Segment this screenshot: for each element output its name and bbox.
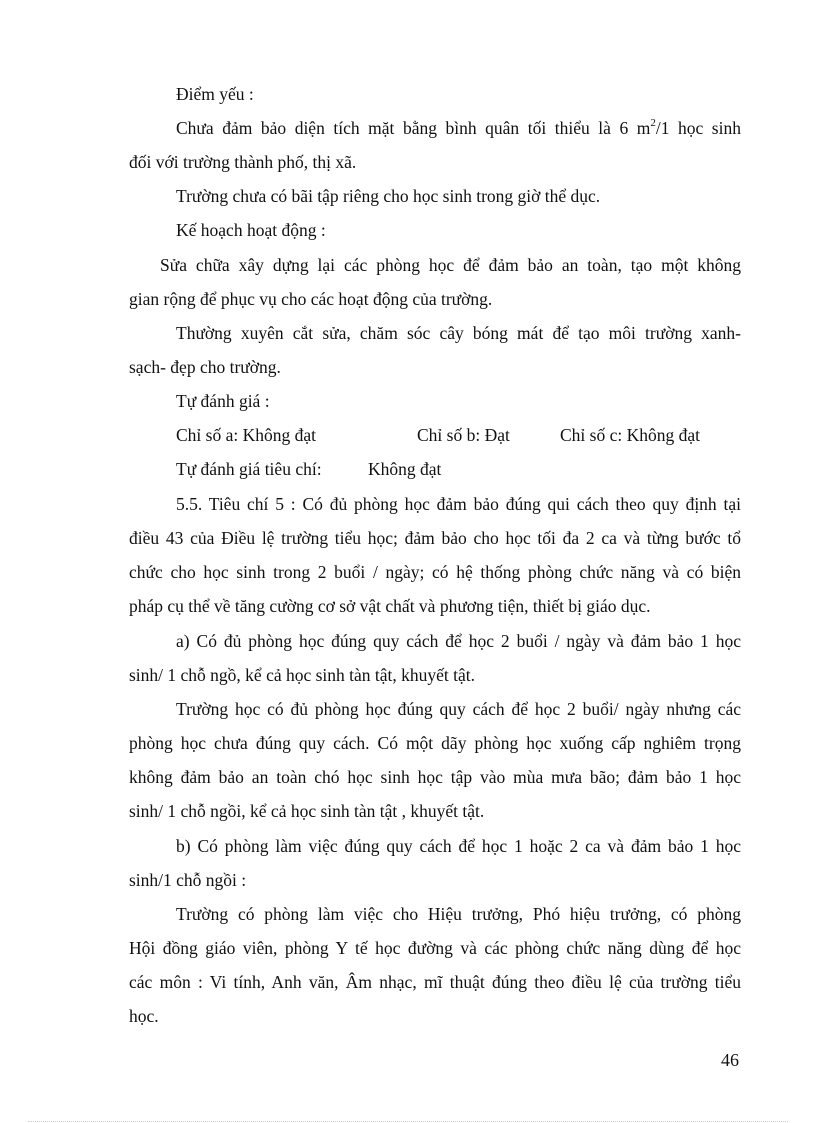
item-b-body-line-2: Hội đồng giáo viên, phòng Y tế học đường và các phòng chức năng dùng để học [129,938,741,958]
item-a-body-line-3: không đảm bảo an toàn chó học sinh học tập vào mùa mưa bão; đảm bảo 1 học [129,767,741,787]
item-b-line-1: b) Có phòng làm việc đúng quy cách để học 1 hoặc 2 ca và đảm bảo 1 học [176,836,741,856]
plan-point-1-line-1: Sửa chữa xây dựng lại các phòng học để đảm bảo an toàn, tạo một không [160,255,741,275]
item-a-body-line-4: sinh/ 1 chỗ ngồi, kể cả học sinh tàn tật , khuyết tật. [129,801,485,821]
plan-heading: Kế hoạch hoạt động : [176,220,326,240]
item-a-body-line-1: Trường học có đủ phòng học đúng quy cách để học 2 buổi/ ngày nhưng các [176,699,741,719]
criterion5-line-1: 5.5. Tiêu chí 5 : Có đủ phòng học đảm bảo đúng qui cách theo quy định tại [176,494,741,514]
plan-point-2-line-1: Thường xuyên cắt sửa, chăm sóc cây bóng mát để tạo môi trường xanh- [176,323,741,343]
criterion5-line-2: điều 43 của Điều lệ trường tiểu học; đảm bảo cho học tối đa 2 ca và từng bước tổ [129,528,741,548]
weakness-text-a: Chưa đảm bảo diện tích mặt bằng bình quân tối thiểu là 6 m [176,118,651,138]
self-eval-heading: Tự đánh giá : [176,391,270,411]
weakness-line-1 [176,117,741,139]
weakness-line-2: đối với trường thành phố, thị xã. [129,152,357,172]
item-b-body-line-4: học. [129,1006,159,1026]
item-a-line-2: sinh/ 1 chỗ ngồ, kể cả học sinh tàn tật, khuyết tật. [129,665,476,685]
plan-point-1-line-2: gian rộng để phục vụ cho các hoạt động của trường. [129,289,493,309]
superscript: 2 [650,117,656,130]
criterion-eval-value: Không đạt [368,459,442,479]
index-b: Chỉ số b: Đạt [417,425,510,445]
criterion-eval-label: Tự đánh giá tiêu chí: [176,459,322,479]
item-b-body-line-1: Trường có phòng làm việc cho Hiệu trưởng, Phó hiệu trưởng, có phòng [176,904,741,924]
footer-divider [28,1121,788,1122]
item-a-line-1: a) Có đủ phòng học đúng quy cách để học 2 buổi / ngày và đảm bảo 1 học [176,631,741,651]
criterion5-line-4: pháp cụ thể về tăng cường cơ sở vật chất và phương tiện, thiết bị giáo dục. [129,596,651,616]
weakness-point-2: Trường chưa có bãi tập riêng cho học sinh trong giờ thể dục. [176,186,601,206]
plan-point-2-line-2: sạch- đẹp cho trường. [129,357,281,377]
item-a-body-line-2: phòng học chưa đúng quy cách. Có một dãy phòng học xuống cấp nghiêm trọng [129,733,741,753]
weakness-text-b: /1 học sinh [655,118,741,138]
page-number: 46 [721,1050,739,1070]
index-a: Chỉ số a: Không đạt [176,425,316,445]
item-b-body-line-3: các môn : Vi tính, Anh văn, Âm nhạc, mĩ thuật đúng theo điều lệ của trường tiểu [129,972,741,992]
criterion5-line-3: chức cho học sinh trong 2 buổi / ngày; có hệ thống phòng chức năng và có biện [129,562,741,582]
item-b-line-2: sinh/1 chỗ ngồi : [129,870,247,890]
weakness-heading: Điểm yếu : [176,84,254,104]
index-c: Chỉ số c: Không đạt [560,425,700,445]
